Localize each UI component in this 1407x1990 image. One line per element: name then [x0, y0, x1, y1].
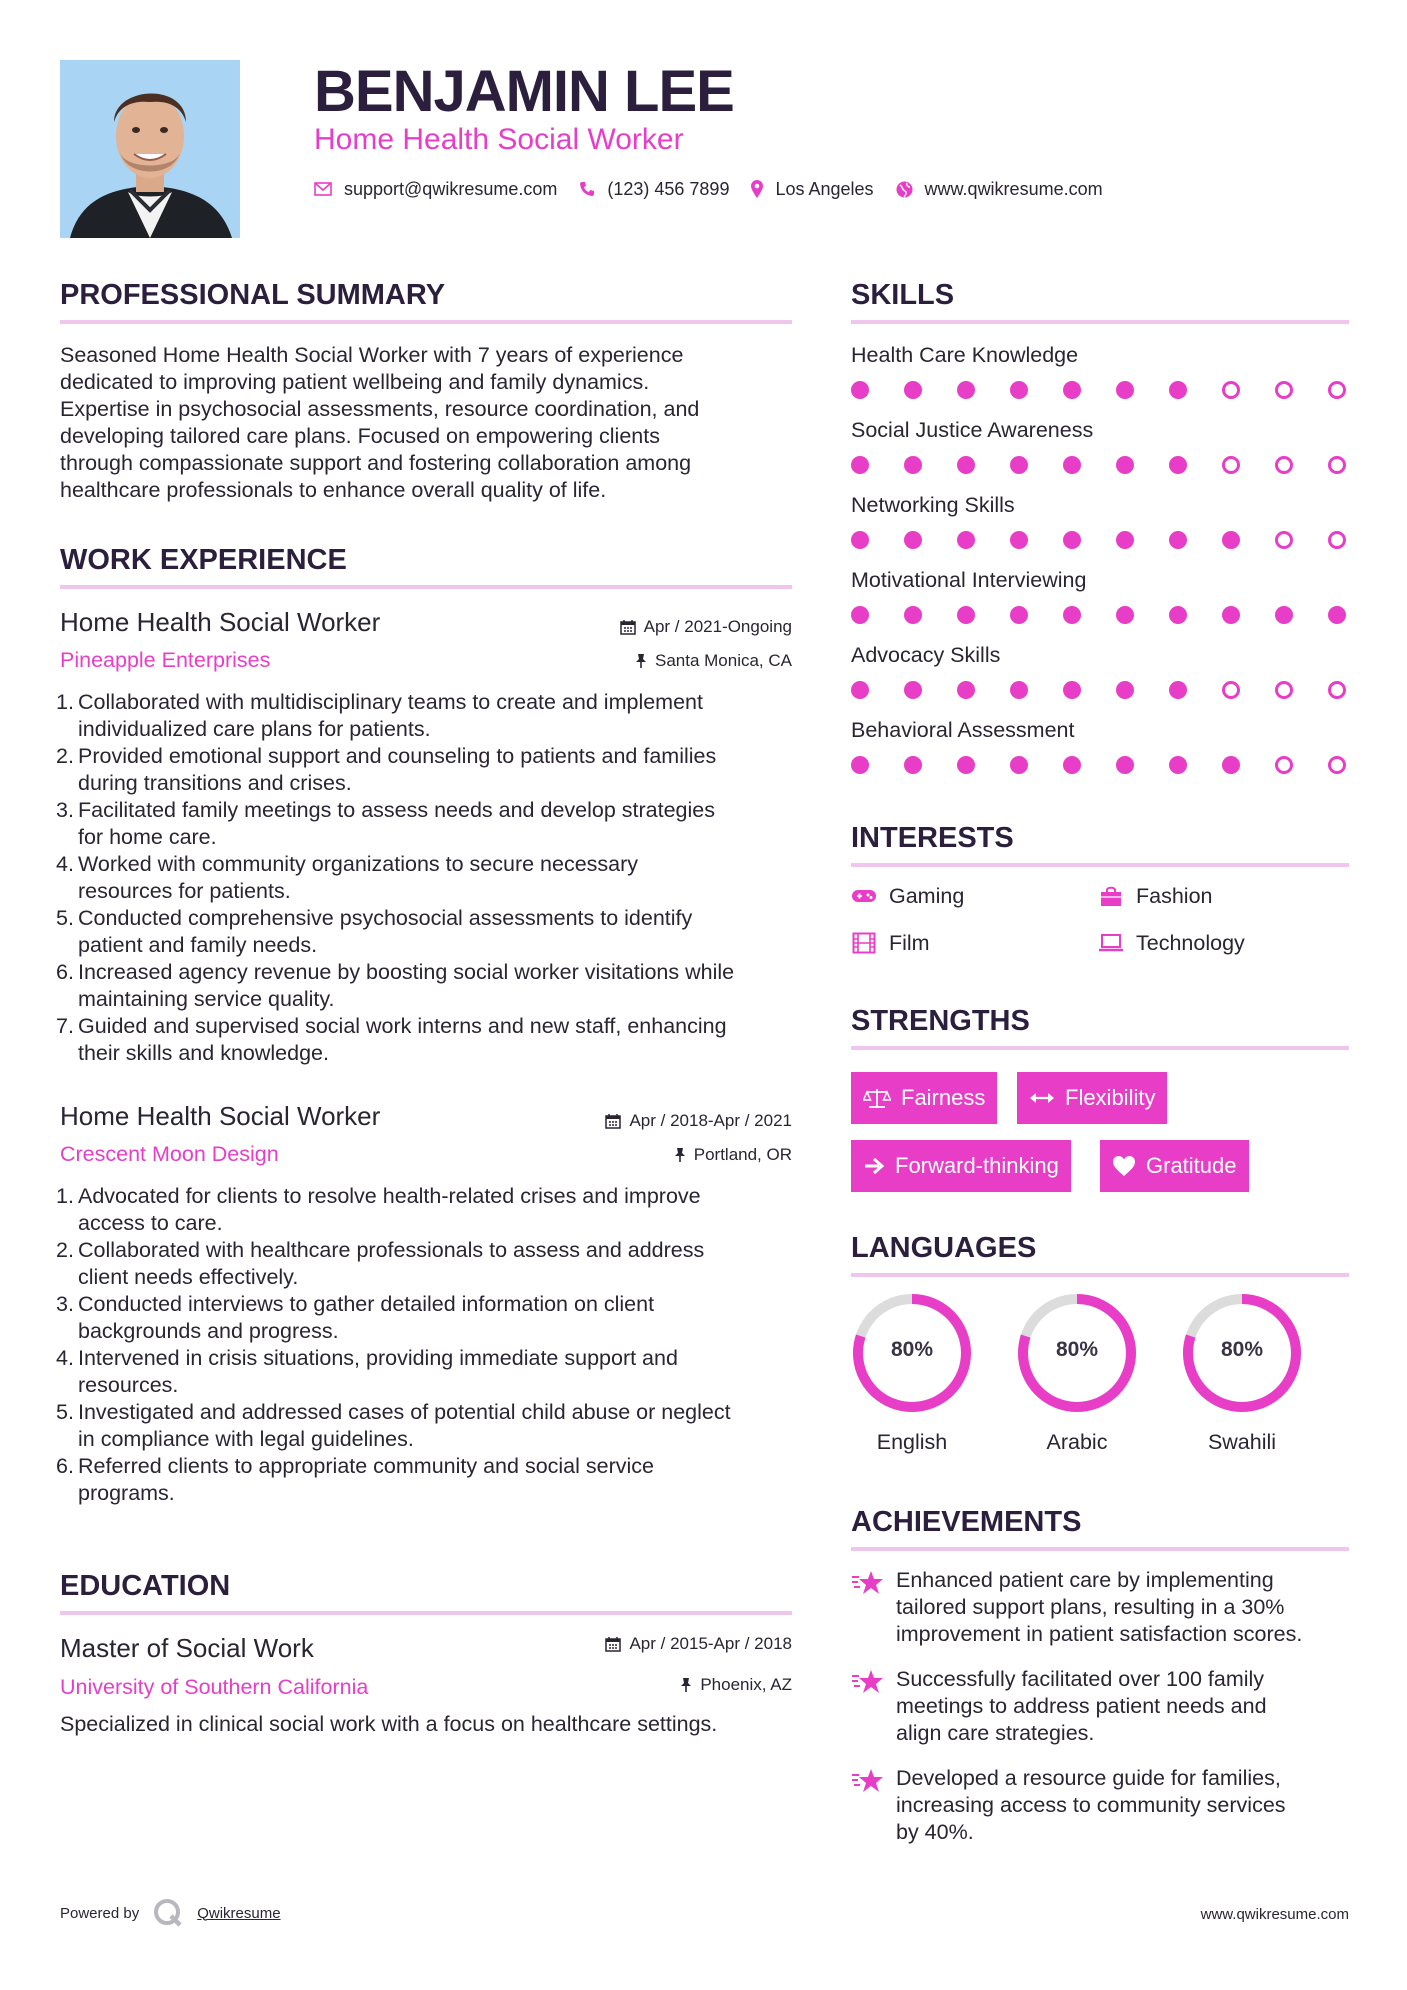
languages-heading: LANGUAGES: [851, 1232, 1037, 1264]
arrows-horizontal-icon: [1029, 1091, 1055, 1105]
rating-dot-filled: [1010, 531, 1028, 549]
education-divider: [60, 1611, 792, 1615]
job-location: [635, 650, 792, 672]
rating-dot-filled: [1275, 606, 1293, 624]
rating-dot-empty: [1328, 531, 1346, 549]
rating-dot-filled: [1169, 531, 1187, 549]
contact-phone[interactable]: (123) 456 7899: [607, 179, 730, 199]
rating-dot-filled: [957, 756, 975, 774]
footer-powered-by: [60, 1898, 281, 1928]
strength-label: Forward-thinking: [895, 1153, 1059, 1178]
list-item: [56, 689, 800, 743]
list-item: [56, 851, 800, 905]
job-location: [674, 1144, 792, 1166]
rating-dot-filled: [1063, 756, 1081, 774]
job-dates: [620, 616, 792, 638]
strength-label: Flexibility: [1065, 1085, 1156, 1110]
skill-rating: [851, 681, 1349, 701]
rating-dot-filled: [1169, 606, 1187, 624]
rating-dot-filled: [904, 456, 922, 474]
contact-bar: [314, 176, 1125, 202]
rating-dot-filled: [851, 756, 869, 774]
language-percent: 80%: [1055, 1338, 1099, 1361]
rating-dot-filled: [1063, 381, 1081, 399]
item-number: 3.: [56, 1292, 74, 1316]
achievement-line: tailored support plans, resulting in a 30%: [896, 1595, 1285, 1619]
item-line: programs.: [78, 1481, 175, 1505]
rating-dot-filled: [957, 456, 975, 474]
film-icon: [851, 932, 877, 954]
item-line: Intervened in crisis situations, providing immediate support and: [78, 1346, 678, 1370]
item-number: 4.: [56, 852, 74, 876]
interest-label: Fashion: [1136, 884, 1213, 908]
item-line: during transitions and crises.: [78, 771, 352, 795]
skill-rating: [851, 606, 1349, 626]
skill-name: Advocacy Skills: [851, 643, 1001, 667]
achievement-line: improvement in patient satisfaction scores.: [896, 1622, 1303, 1646]
list-item: [56, 905, 800, 959]
item-line: Investigated and addressed cases of potential child abuse or neglect: [78, 1400, 731, 1424]
rating-dot-filled: [851, 681, 869, 699]
strength-tag: [851, 1140, 1071, 1192]
summary-text: [60, 342, 792, 504]
education-location: [680, 1674, 792, 1696]
item-line: Increased agency revenue by boosting social worker visitations while: [78, 960, 735, 984]
rating-dot-filled: [1010, 756, 1028, 774]
rating-dot-filled: [851, 606, 869, 624]
summary-line: dedicated to improving patient wellbeing and family dynamics.: [60, 370, 650, 394]
experience-heading: WORK EXPERIENCE: [60, 544, 347, 576]
rating-dot-empty: [1328, 456, 1346, 474]
education-location-text: Phoenix, AZ: [700, 1675, 792, 1694]
rating-dot-filled: [1222, 756, 1240, 774]
list-item: [56, 1453, 800, 1507]
item-number: 5.: [56, 1400, 74, 1424]
job-company: Pineapple Enterprises: [60, 648, 271, 672]
list-item: [56, 1399, 800, 1453]
rating-dot-filled: [851, 456, 869, 474]
achievement-line: by 40%.: [896, 1820, 974, 1844]
language-name: English: [876, 1430, 948, 1454]
item-line: patient and family needs.: [78, 933, 318, 957]
item-line: backgrounds and progress.: [78, 1319, 339, 1343]
rating-dot-filled: [957, 681, 975, 699]
degree-title: Master of Social Work: [60, 1633, 314, 1663]
rating-dot-empty: [1275, 381, 1293, 399]
item-number: 3.: [56, 798, 74, 822]
languages-divider: [851, 1273, 1349, 1277]
rating-dot-filled: [1116, 606, 1134, 624]
rating-dot-filled: [1063, 681, 1081, 699]
job-bullets: [56, 689, 800, 1067]
rating-dot-filled: [1116, 531, 1134, 549]
rating-dot-filled: [1010, 456, 1028, 474]
job-location-text: Portland, OR: [693, 1145, 792, 1164]
candidate-name: BENJAMIN LEE: [314, 59, 734, 124]
item-number: 5.: [56, 906, 74, 930]
rating-dot-filled: [904, 681, 922, 699]
calendar-icon: [605, 1113, 621, 1129]
laptop-icon: [1098, 933, 1124, 953]
item-line: Advocated for clients to resolve health-related crises and improve: [78, 1184, 701, 1208]
item-number: 2.: [56, 1238, 74, 1262]
item-line: in compliance with legal guidelines.: [78, 1427, 414, 1451]
language-name: Arabic: [1046, 1430, 1108, 1454]
summary-line: Seasoned Home Health Social Worker with 7 years of experience: [60, 343, 684, 367]
item-line: for home care.: [78, 825, 217, 849]
job-dates: [605, 1110, 792, 1132]
job-dates-text: Apr / 2021-Ongoing: [643, 617, 792, 636]
skill-rating: [851, 756, 1349, 776]
item-line: individualized care plans for patients.: [78, 717, 431, 741]
item-line: their skills and knowledge.: [78, 1041, 329, 1065]
interest-label: Film: [889, 931, 930, 955]
list-item: [56, 959, 800, 1013]
pushpin-icon: [680, 1677, 692, 1693]
achievement-line: Successfully facilitated over 100 family: [896, 1667, 1265, 1691]
rating-dot-empty: [1328, 681, 1346, 699]
rating-dot-filled: [1116, 456, 1134, 474]
bag-icon: [1098, 885, 1124, 907]
star-burst-icon: [851, 1668, 885, 1703]
interest-item: [851, 930, 930, 956]
strength-tag: [851, 1072, 997, 1124]
rating-dot-filled: [1116, 681, 1134, 699]
summary-divider: [60, 320, 792, 324]
achievement-line: Enhanced patient care by implementing: [896, 1568, 1274, 1592]
phone-icon: [579, 181, 595, 197]
language-percent: 80%: [890, 1338, 934, 1361]
skill-name: Health Care Knowledge: [851, 343, 1079, 367]
strength-label: Gratitude: [1146, 1153, 1237, 1178]
rating-dot-filled: [1169, 756, 1187, 774]
rating-dot-filled: [957, 606, 975, 624]
star-burst-icon: [851, 1767, 885, 1802]
item-line: access to care.: [78, 1211, 223, 1235]
language-item: [1181, 1292, 1303, 1454]
item-line: Guided and supervised social work interns and new staff, enhancing: [78, 1014, 727, 1038]
rating-dot-filled: [1010, 606, 1028, 624]
rating-dot-empty: [1275, 531, 1293, 549]
strength-tag: [1100, 1140, 1249, 1192]
strengths-heading: STRENGTHS: [851, 1005, 1030, 1037]
summary-heading: PROFESSIONAL SUMMARY: [60, 279, 446, 311]
scale-icon: [863, 1087, 891, 1109]
skills-divider: [851, 320, 1349, 324]
list-item: [56, 1345, 800, 1399]
gamepad-icon: [851, 888, 877, 904]
education-heading: EDUCATION: [60, 1570, 231, 1602]
rating-dot-filled: [1116, 381, 1134, 399]
qwikresume-logo-icon: [153, 1898, 183, 1928]
item-number: 6.: [56, 960, 74, 984]
achievements-heading: ACHIEVEMENTS: [851, 1506, 1082, 1538]
rating-dot-filled: [1116, 756, 1134, 774]
language-name: Swahili: [1207, 1430, 1277, 1454]
achievement-text: [896, 1765, 1356, 1846]
school-name: University of Southern California: [60, 1675, 369, 1699]
education-note: Specialized in clinical social work with a focus on healthcare settings.: [60, 1712, 718, 1736]
item-line: resources for patients.: [78, 879, 291, 903]
job-company: Crescent Moon Design: [60, 1142, 279, 1166]
rating-dot-filled: [904, 606, 922, 624]
star-burst-icon: [851, 1569, 885, 1604]
rating-dot-empty: [1275, 756, 1293, 774]
item-line: Provided emotional support and counseling to patients and families: [78, 744, 717, 768]
rating-dot-filled: [1222, 531, 1240, 549]
interest-item: [851, 883, 964, 909]
list-item: [56, 1291, 800, 1345]
rating-dot-empty: [1222, 381, 1240, 399]
rating-dot-filled: [1063, 531, 1081, 549]
item-number: 1.: [56, 690, 74, 714]
heart-icon: [1112, 1155, 1136, 1177]
summary-line: healthcare professionals to enhance overall quality of life.: [60, 478, 607, 502]
strengths-divider: [851, 1046, 1349, 1050]
education-dates-text: Apr / 2015-Apr / 2018: [629, 1634, 792, 1653]
item-line: Conducted comprehensive psychosocial assessments to identify: [78, 906, 693, 930]
job-title: Home Health Social Worker: [60, 607, 381, 637]
strength-tag: [1017, 1072, 1167, 1124]
skill-rating: [851, 531, 1349, 551]
job-bullets: [56, 1183, 800, 1507]
pushpin-icon: [674, 1147, 686, 1163]
language-item: [851, 1292, 973, 1454]
skill-name: Behavioral Assessment: [851, 718, 1075, 742]
item-line: Collaborated with multidisciplinary teams to create and implement: [78, 690, 703, 714]
item-number: 7.: [56, 1014, 74, 1038]
item-number: 6.: [56, 1454, 74, 1478]
rating-dot-filled: [1222, 606, 1240, 624]
rating-dot-filled: [1063, 456, 1081, 474]
candidate-role: Home Health Social Worker: [314, 123, 684, 156]
envelope-icon: [314, 182, 332, 196]
contact-email[interactable]: support@qwikresume.com: [344, 179, 558, 199]
rating-dot-empty: [1222, 681, 1240, 699]
map-pin-icon: [751, 180, 763, 198]
item-line: Referred clients to appropriate community and social service: [78, 1454, 654, 1478]
skill-name: Social Justice Awareness: [851, 418, 1094, 442]
rating-dot-filled: [957, 531, 975, 549]
rating-dot-filled: [904, 531, 922, 549]
rating-dot-filled: [1010, 681, 1028, 699]
achievement-line: align care strategies.: [896, 1721, 1095, 1745]
item-number: 2.: [56, 744, 74, 768]
rating-dot-filled: [1169, 681, 1187, 699]
globe-icon: [896, 181, 913, 198]
skill-name: Networking Skills: [851, 493, 1015, 517]
person-portrait-icon: [60, 60, 240, 238]
rating-dot-filled: [851, 381, 869, 399]
brand-link[interactable]: Qwikresume: [197, 1904, 281, 1922]
experience-divider: [60, 585, 792, 589]
arrow-right-icon: [863, 1157, 885, 1175]
calendar-icon: [605, 1636, 621, 1652]
calendar-icon: [620, 619, 636, 635]
achievement-text: [896, 1666, 1356, 1747]
list-item: [56, 743, 800, 797]
contact-location: Los Angeles: [775, 179, 874, 199]
profile-photo: [60, 60, 240, 238]
rating-dot-empty: [1275, 456, 1293, 474]
achievement-line: increasing access to community services: [896, 1793, 1286, 1817]
item-number: 1.: [56, 1184, 74, 1208]
skill-name: Motivational Interviewing: [851, 568, 1087, 592]
job-location-text: Santa Monica, CA: [654, 651, 792, 670]
item-line: Facilitated family meetings to assess needs and develop strategies: [78, 798, 715, 822]
education-dates: [605, 1633, 792, 1655]
rating-dot-filled: [1010, 381, 1028, 399]
language-item: [1016, 1292, 1138, 1454]
item-line: Conducted interviews to gather detailed information on client: [78, 1292, 655, 1316]
rating-dot-empty: [1275, 681, 1293, 699]
rating-dot-filled: [1169, 381, 1187, 399]
language-percent: 80%: [1220, 1338, 1264, 1361]
summary-line: developing tailored care plans. Focused on empowering clients: [60, 424, 660, 448]
item-line: Worked with community organizations to secure necessary: [78, 852, 639, 876]
interest-label: Technology: [1136, 931, 1245, 955]
skill-rating: [851, 456, 1349, 476]
summary-line: Expertise in psychosocial assessments, resource coordination, and: [60, 397, 700, 421]
item-line: client needs effectively.: [78, 1265, 299, 1289]
list-item: [56, 797, 800, 851]
interest-item: [1098, 930, 1245, 956]
item-line: resources.: [78, 1373, 179, 1397]
list-item: [56, 1183, 800, 1237]
list-item: [56, 1013, 800, 1067]
summary-line: through compassionate support and fostering collaboration among: [60, 451, 692, 475]
rating-dot-filled: [1169, 456, 1187, 474]
job-dates-text: Apr / 2018-Apr / 2021: [629, 1111, 792, 1130]
item-line: maintaining service quality.: [78, 987, 335, 1011]
rating-dot-empty: [1328, 756, 1346, 774]
rating-dot-filled: [904, 756, 922, 774]
achievements-divider: [851, 1547, 1349, 1551]
pushpin-icon: [635, 653, 647, 669]
achievement-text: [896, 1567, 1356, 1648]
powered-by-text: Powered by: [60, 1904, 140, 1922]
footer-website[interactable]: www.qwikresume.com: [1200, 1906, 1349, 1923]
strength-label: Fairness: [901, 1085, 986, 1110]
item-line: Collaborated with healthcare professionals to assess and address: [78, 1238, 705, 1262]
achievement-line: Developed a resource guide for families,: [896, 1766, 1281, 1790]
rating-dot-filled: [957, 381, 975, 399]
interests-divider: [851, 863, 1349, 867]
interest-label: Gaming: [889, 884, 965, 908]
rating-dot-filled: [1063, 606, 1081, 624]
skill-rating: [851, 381, 1349, 401]
contact-website[interactable]: www.qwikresume.com: [924, 179, 1103, 199]
interest-item: [1098, 883, 1213, 909]
rating-dot-empty: [1222, 456, 1240, 474]
rating-dot-filled: [851, 531, 869, 549]
item-number: 4.: [56, 1346, 74, 1370]
skills-heading: SKILLS: [851, 279, 955, 311]
list-item: [56, 1237, 800, 1291]
rating-dot-filled: [1328, 606, 1346, 624]
interests-heading: INTERESTS: [851, 822, 1014, 854]
rating-dot-empty: [1328, 381, 1346, 399]
achievement-line: meetings to address patient needs and: [896, 1694, 1267, 1718]
rating-dot-filled: [904, 381, 922, 399]
job-title: Home Health Social Worker: [60, 1101, 381, 1131]
